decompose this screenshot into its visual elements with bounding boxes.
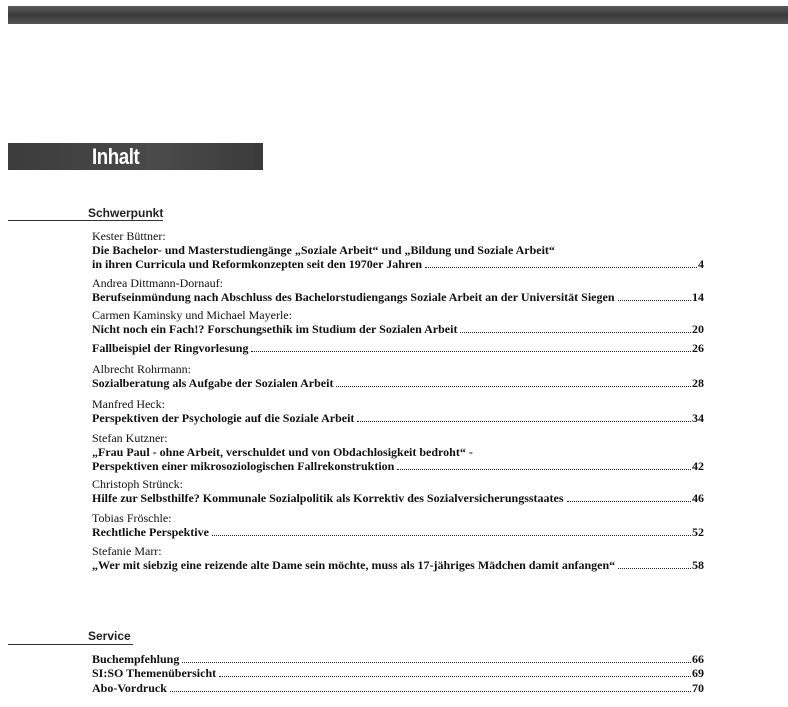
toc-entry[interactable] <box>92 666 704 680</box>
toc-entry[interactable] <box>92 431 704 473</box>
entry-title: Berufseinmündung nach Abschluss des Bachelorstudiengangs Soziale Arbeit an der Universität Siegen <box>92 290 615 304</box>
page-number: 28 <box>692 376 704 390</box>
entry-title: Perspektiven der Psychologie auf die Soziale Arbeit <box>92 411 355 425</box>
entry-title: Buchempfehlung <box>92 652 180 666</box>
leader-dots <box>251 351 691 352</box>
page-number: 70 <box>692 681 704 695</box>
toc-entry[interactable] <box>92 652 704 666</box>
entry-author: Carmen Kaminsky und Michael Mayerle: <box>92 308 292 322</box>
entry-title: SI:SO Themenübersicht <box>92 666 217 680</box>
toc-entry[interactable] <box>92 308 704 336</box>
leader-dots <box>357 421 691 422</box>
toc-entry[interactable] <box>92 276 704 304</box>
toc-entry[interactable] <box>92 341 704 355</box>
entry-title: Sozialberatung als Aufgabe der Sozialen Arbeit <box>92 376 334 390</box>
page-number: 34 <box>692 411 704 425</box>
page-number: 14 <box>692 290 704 304</box>
toc-entry[interactable] <box>92 681 704 695</box>
top-decorative-bar <box>8 6 788 24</box>
section-rule <box>8 644 133 645</box>
entry-title: Abo-Vordruck <box>92 681 167 695</box>
entry-title: Perspektiven einer mikrosoziologischen Fallrekonstruktion <box>92 459 395 473</box>
toc-entry[interactable] <box>92 362 704 390</box>
page-number: 66 <box>692 652 704 666</box>
section-heading-service: Service <box>88 629 131 643</box>
entry-author: Albrecht Rohrmann: <box>92 362 191 376</box>
contents-title: Inhalt <box>92 144 140 169</box>
page-number: 46 <box>692 491 704 505</box>
page-number: 69 <box>692 666 704 680</box>
section-rule <box>8 220 163 221</box>
entry-title-line: Die Bachelor- und Masterstudiengänge „Soziale Arbeit“ und „Bildung und Soziale Arbeit“ <box>92 243 555 257</box>
leader-dots <box>212 535 691 536</box>
entry-author: Andrea Dittmann-Dornauf: <box>92 276 223 290</box>
leader-dots <box>397 469 691 470</box>
leader-dots <box>618 300 691 301</box>
section-heading-schwerpunkt: Schwerpunkt <box>88 206 164 220</box>
leader-dots <box>182 662 691 663</box>
leader-dots <box>336 386 691 387</box>
toc-entry[interactable] <box>92 544 704 572</box>
entry-author: Tobias Fröschle: <box>92 511 172 525</box>
page-number: 42 <box>692 459 704 473</box>
contents-header-bar <box>8 143 263 170</box>
page-number: 4 <box>698 257 704 271</box>
entry-title: Hilfe zur Selbsthilfe? Kommunale Sozialpolitik als Korrektiv des Sozialversicherungsstaates <box>92 491 564 505</box>
entry-title: in ihren Curricula und Reformkonzepten seit den 1970er Jahren <box>92 257 423 271</box>
entry-author: Stefan Kutzner: <box>92 431 168 445</box>
entry-title: „Wer mit siebzig eine reizende alte Dame sein möchte, muss als 17-jähriges Mädchen damit anfangen“ <box>92 558 616 572</box>
entry-title: Nicht noch ein Fach!? Forschungsethik im Studium der Sozialen Arbeit <box>92 322 458 336</box>
leader-dots <box>618 568 691 569</box>
entry-title: Rechtliche Perspektive <box>92 525 209 539</box>
page-number: 26 <box>692 341 704 355</box>
entry-title: Fallbeispiel der Ringvorlesung <box>92 341 249 355</box>
leader-dots <box>567 501 691 502</box>
page-number: 52 <box>692 525 704 539</box>
leader-dots <box>460 332 691 333</box>
leader-dots <box>219 676 691 677</box>
entry-author: Kester Büttner: <box>92 229 166 243</box>
leader-dots <box>425 267 697 268</box>
page-number: 20 <box>692 322 704 336</box>
page-number: 58 <box>692 558 704 572</box>
entry-author: Stefanie Marr: <box>92 544 162 558</box>
entry-author: Manfred Heck: <box>92 397 165 411</box>
leader-dots <box>170 691 691 692</box>
toc-entry[interactable] <box>92 511 704 539</box>
entry-author: Christoph Strünck: <box>92 477 184 491</box>
toc-entry[interactable] <box>92 477 704 505</box>
toc-entry[interactable] <box>92 397 704 425</box>
entry-title-line: „Frau Paul - ohne Arbeit, verschuldet und von Obdachlosigkeit bedroht“ - <box>92 445 473 459</box>
toc-entry[interactable] <box>92 229 704 271</box>
